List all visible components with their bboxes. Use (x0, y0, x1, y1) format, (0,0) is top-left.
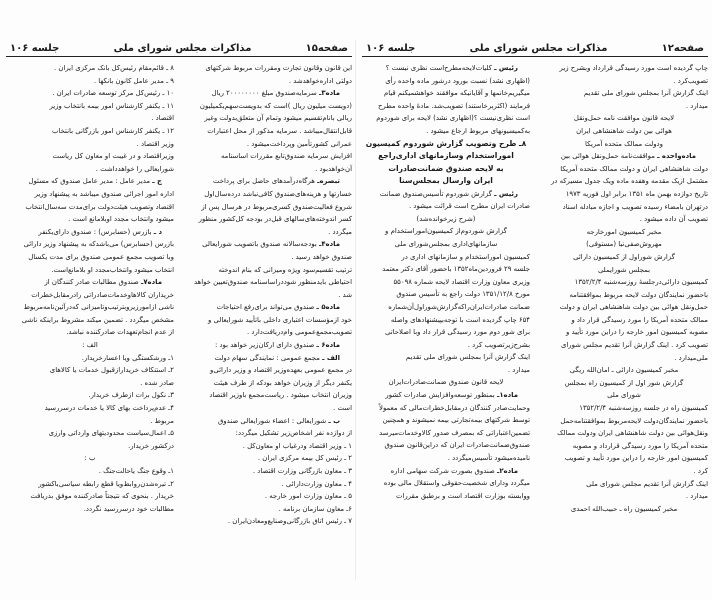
text-line: تصویب‌کرد . (673, 76, 708, 85)
text-line: ۸ ـ قائم‌مقام رئیس‌کل بانک مرکزی ایران . (54, 64, 174, 72)
text-line: ووابسته بوزارت اقتصاد است و برطبق مقررات (395, 491, 530, 500)
text-line: مشتمل ازیک مقدمه وهفده ماده ویک جدول مسیرکه در (550, 177, 708, 186)
page-gutter (355, 40, 356, 580)
text-line: دولت شاهنشاهی ایران و دولت ممالک متحده آمریکا (560, 164, 708, 173)
running-title: مذاکرات مجلس شورای ملی (113, 43, 252, 54)
running-title: مذاکرات مجلس شورای ملی (469, 43, 608, 54)
left-page-columns (6, 62, 352, 528)
text-line: ۱۱ ـ یکنفر کارشناس امور بیمه بانتخاب وزیر (49, 101, 174, 110)
text-line: ۳ـ نکول برات ازطرف خریدار. (88, 391, 174, 400)
text-line: ملی‌میدارد . (674, 353, 708, 362)
left-page-header (6, 40, 352, 54)
text-line: وزیر اقتصاد . (136, 139, 174, 148)
text-line: درتهران بامضاء رسیده تصویب و اجازه مبادله اسناد (562, 202, 708, 211)
text-line: کمیسیون امور‌استخدام و سازمانهای اداری در (401, 252, 530, 261)
text-line: ریالی بانام‌تقسیم میشود وتمام آن متعلق‌بدولت وغیر (204, 114, 352, 123)
text-line: شورای ملی (607, 391, 641, 400)
text-line: مخبر کمیسیون راه ـ حبیب‌الله احمدی (570, 504, 678, 513)
text-line: رئیس ـ کلیات‌لایحه‌مطرح‌است نظری نیست ؟ (385, 64, 518, 72)
text-line: وحمایت‌صادر کنندگان درمقابل‌خطرات‌مالی که معمولاً (379, 403, 530, 412)
text-line: ۹ ـ مدیر عامل کانون بانکها . (93, 76, 174, 85)
text-line: شد . (338, 290, 352, 299)
right-page-right-column (540, 62, 708, 515)
text-line: ۱۲ ـ یکنفر کارشناس امور بازرگانی بانتخاب (52, 126, 174, 135)
text-line: کمیسیون امور خارجه را دراین مورد تأیید و تصویب (564, 454, 708, 463)
text-line: میدارد . (685, 101, 708, 110)
text-line: ۶ـ معاون سازمان برنامه . (278, 504, 352, 513)
text-line: ۱۰ ـ رئیس‌کل مرکز توسعه صادرات ایران . (52, 89, 174, 98)
text-line: صادرات ایران مطرح است قرائت میشود . (409, 202, 530, 211)
right-page-left-column (362, 62, 530, 515)
text-line: افزایش سرمایه صندوق‌تابع مقررات اساسنامه (220, 152, 352, 161)
text-line: گزارش شوراول از کمیسیون دارائی (573, 252, 675, 261)
text-line: صندوق خواهد رسید . (291, 252, 352, 261)
text-line: (دویست میلیون ریال )است که بدویست‌سهم‌یکمیلیون (199, 101, 352, 110)
text-line: مطالبات خود درسررسید نگردد. (83, 504, 174, 513)
text-line: لایحه قانون صندوق ضمانت‌صادرات‌ایران (388, 378, 504, 387)
text-line: مورخ ۱۳۵۱/۱۲/۸ دولت راجع به تأسیس صندوق (396, 290, 530, 299)
text-line: درکشور خریدار. (128, 441, 174, 450)
right-page (362, 0, 708, 600)
text-line: حمل‌ونقل هوائی بین دولت شاهنشاهی ایران و دولت (559, 303, 708, 312)
left-page-right-column (184, 62, 352, 528)
text-line: این قانون وقانون تجارت ومقررات مربوط شرکتهای (205, 64, 352, 72)
text-line: مصوبه کمیسیون امور خارجه را دراین مورد تأیید و (565, 328, 708, 337)
text-line: تصویب کرد . اینک گزارش آنرا تقدیم مجلس شورای (560, 341, 708, 350)
text-line: انتخاب میشود وانتخاب‌مجدد او بلامانع‌است. (51, 265, 174, 274)
text-line: ۲ـ تیره‌شدن‌روابط‌ویا قطع رابطه سیاسی‌باکشور (38, 479, 174, 488)
text-line: به لایحه صندوق ضمانت‌صادرات (388, 163, 504, 173)
text-line: ماده۲ـ صندوق بصورت شرکت سهامی اداره (390, 466, 518, 475)
text-line: تصویب‌مجمع‌عمومی وام‌دریافت‌دارد . (247, 328, 352, 337)
text-line: یکنفر دیگر از وزیران خواهد بودکه از طرف هیئت (213, 378, 352, 387)
session-number: جلسه ۱۰۶ (10, 43, 60, 54)
text-line: مربوط . (150, 416, 174, 425)
text-line: گزارش شوردوم‌از کمیسیون‌امور‌استخدام و (385, 227, 507, 236)
text-line: ترتیب تقسیم‌سود ویژه ومیزانی که بنام اندوخته (218, 265, 352, 274)
text-line: ماده۷ـ صندوق مطالبات صادر کنندگان از (44, 278, 162, 287)
text-line: الف ـ مجمع عمومی : نمایندگی سهام دولت (214, 353, 340, 362)
text-line: کمیسیون راه در جلسه روزسه‌شنبه ۱۳۵۲/۲/۴ (579, 404, 708, 413)
text-line: ۲ ـ رئیس کل بیمه مرکزی ایران . (257, 454, 352, 463)
right-page-columns (362, 62, 708, 515)
text-line: مهروش‌صفی‌نیا (مستوفی) (586, 240, 662, 249)
text-line: میگردد ودارای شخصیت‌حقوقی واستقلال مالی بوده (383, 479, 530, 488)
text-line: ۴ ـ معاون وزارت‌دارائی . (281, 479, 352, 488)
text-line: مشخص میگردد . تضمین میکند مشروط براینکه ناشی (21, 315, 174, 324)
text-line: ۳ ـ معاون بازرگانی وزارت اقتصاد . (252, 467, 352, 475)
text-line: ناشی ازامورزیروبترتیب‌وتامیزانی که‌درآئین‌نامه‌مربوط (23, 303, 174, 312)
text-line: دولتی اداره‌خواهدشد . (288, 76, 352, 85)
text-line: لایحه قانون موافقت نامه حمل‌ونقل (573, 114, 675, 123)
text-line: ۸ـ طرح وتصویب گزارش شوردوم کمیسیون (365, 138, 527, 148)
text-line: ماده۵ ـ صندوق می‌تواند برای‌رفع احتیاجات (216, 303, 340, 312)
text-line: تضمین‌اعتباراتی که بمصرف صدور کالاوخدمات‌میرسد (379, 428, 530, 437)
text-line: ۷ ـ رئیس اتاق بازرگانی‌وصنایع‌ومعادن‌ایران . (227, 517, 352, 526)
text-line: نامیده‌میشود تأسیس‌میگردد . (447, 454, 530, 463)
text-line: ماده۱ـ بمنظور توسعه‌وافزایش صادرات کشور (385, 391, 518, 400)
text-line: میدارد . (685, 492, 708, 501)
page-number: صفحه۱۲ (661, 43, 704, 54)
text-line: مخبر کمیسیون دارائی ـ امان‌الله ریگی (569, 366, 679, 375)
text-line: اینک گزارش آنرا تقدیم مجلس شورای ملی (586, 479, 708, 488)
text-line: ونقل‌هوائی بین دولت شاهنشاهی ایران ودولت ممالک (557, 429, 708, 438)
text-line: است . (333, 404, 352, 413)
text-line: ماده۳ـ سرمایه‌صندوق مبلغ ۲۰۰۰۰۰۰۰۰ ریال (211, 89, 340, 98)
text-line: ۱ ـ وزیر اقتصاد ودرغیاب او معاون‌کل . (242, 441, 352, 450)
text-line: کسر اندوخته‌های‌سالهای قبل‌در بودجه کل‌کشور منظور (198, 215, 352, 224)
text-line: شورایعالی را خواهدداشت . (95, 164, 174, 173)
text-line: است نظری‌نیست ؟(اظهاری نشد) لایحه برای شوردوم (376, 114, 530, 123)
text-line: به‌کمیسیونهای مربوط ارجاع میشود . (426, 126, 530, 135)
text-line: میگیریم‌خانمها و آقایانیکه موافقند خواهشمیکنم قیام (383, 89, 530, 98)
text-line: بشرح‌زیرتصویب کرد . (467, 340, 530, 349)
text-line: ایران وارسال بمجلس‌سنا (399, 176, 493, 186)
text-line: قابل‌انتقال‌میباشد . سرمایه مذکور از محل اعتبارات (207, 126, 352, 135)
text-line: متحده آمریکا را مورد رسیدگی قرارداد و مصوبه (572, 441, 708, 450)
text-line: ماده۶ ـ صندوق دارای ارکان‌زیر خواهد بود : (214, 341, 340, 350)
text-line: اینک گزارش آنرا بمجلس شورای ملی تقدیم (583, 89, 708, 98)
text-line: ب : (84, 454, 96, 463)
text-line: ماده۴ـ بودجه‌سالانه صندوق باتصویب شورایعالی (202, 240, 340, 249)
left-page-left-column (6, 62, 174, 528)
header-rule (362, 56, 708, 58)
text-line: ۱ـ ورشکستگی ویا اعسارخریدار. (81, 353, 174, 362)
text-line: ۵ـ اعمال‌سیاست محدودیتهای وارداتی وارزی (48, 429, 174, 438)
text-line: ج ـ مدیر عامل : مدیر عامل صندوق که مسئول (28, 177, 162, 186)
text-line: گزارش شور اول از کمیسیون راه بمجلس (564, 378, 684, 387)
text-line: باحضور نمایندگان‌دولت لایحه‌مربوط بموافقتنامه‌حمل (560, 416, 708, 425)
text-line: اقتصاد وتصویب هیئت‌دولت برای‌مدت سه‌سال‌انتخاب (25, 202, 174, 211)
text-line: شروع فعالیت‌صندوق کسری‌مربوط در هرسال پس از (201, 202, 352, 211)
text-line: (اظهاری نشد) نسبت بورود درشور ماده واحده رأی (385, 76, 530, 85)
text-line: از دوازده نفر اشخاص‌زیر تشکیل میگردد: (235, 429, 352, 438)
text-line: وزیری معاون وزارت اقتصاد لایحه شماره ۵۵۰۹۸ (393, 277, 530, 286)
text-line: وزیراقتصاد و در غیبت او معاون کل ریاست (52, 152, 174, 161)
text-line: میگردد . (328, 227, 352, 236)
text-line: ودولت ممالک متحده آمریکا (585, 139, 663, 148)
text-line: (شرح زیرخوانده‌شد) (416, 214, 476, 223)
text-line: چاپ گردیده است مورد رسیدگی قرارداد وبشرح زیر (559, 64, 708, 72)
text-line: کرد . (693, 467, 708, 475)
text-line: تاریخ دوازده بهمن ماه ۱۳۵۱ برابر اول فوریه ۱۹۷۳ (565, 189, 708, 198)
page-number: صفحه۱۵ (305, 43, 348, 54)
text-line: جلسه ۲۹ فروردین‌ماه۱۳۵۲ باحضور آقای دکتر معتمد (382, 265, 530, 274)
text-line: عمرانی کشورتأمین وپرداخت‌میشود . (246, 139, 352, 148)
text-line: خسارتها و هزینه‌های‌صندوق کافی‌نباشد درده‌سال‌اول (204, 189, 352, 198)
text-line: ۶۵۴ چاپ گردیده است با توجه‌بپیشنهادهای واصله (390, 315, 530, 324)
text-line: برای شور دوم مورد رسیدگی قرار داد وبا اصلاحاتی (385, 328, 530, 337)
text-line: اینک گزارش آنرا بمجلس شورای ملی تقدیم (405, 353, 530, 362)
text-line: اداره امور اجرائی صندوق میباشد به پیشنهاد وزیر (34, 189, 174, 198)
text-line: سازمانهای‌اداری بمجلس‌شورای ملی (394, 239, 498, 248)
header-rule (6, 56, 352, 58)
text-line: بمجلس شورایملی (597, 265, 651, 274)
text-line: ۵ ـ معاون وزارت امور خارجه . (264, 492, 352, 501)
text-line: کمیسیون دارائی‌درجلسهٔ روزسه‌شنبه ۱۳۵۲/۲/۴ (574, 278, 708, 287)
text-line: خود ازمؤسسات اعتباری داخلی باتأیید شورایعالی و (207, 315, 352, 324)
right-page-header (362, 40, 708, 54)
text-line: مخبر کمیسیون امورخارجه (586, 227, 662, 236)
text-line: آن‌خواهدبود . (315, 164, 352, 173)
text-line: فرمایند (اکثربرخاستند) تصویب‌شد. مادهٔ واحده مطرح (377, 101, 530, 110)
text-line: در مجمع عمومی بعهده‌وزیر اقتصاد و وزیر دارائی‌و (210, 366, 352, 375)
text-line: خریداران کالاهاوخدمات‌صادراتی رادرمقابل‌خطرات (31, 290, 174, 299)
text-line: د ـ بازرس (حسابرس) : صندوق دارای‌یکنفر (38, 227, 162, 236)
text-line: تصویب آن داده میشود . (639, 215, 708, 224)
text-line: ممالک متحده آمریکا را مورد رسیدگی قرار داد و (571, 315, 708, 324)
text-line: صندوق‌ضمانت‌صادرات ایران که دراین‌قانون صندوق (384, 441, 530, 450)
text-line: وزیران انتخاب میشود . ریاست‌مجمع باوزیر اقتصاد (209, 391, 352, 400)
text-line: وبا تصویب مجمع عمومی صندوق برای مدت یکسال (28, 252, 174, 261)
text-line: امور‌استخدام وسازمانهای اداری‌راجع (378, 151, 514, 161)
text-line: میشود وانتخاب مجدد اوبلامانع است . (68, 215, 174, 224)
text-line: میدارد . (507, 365, 530, 374)
text-line: توسط شرکتهای بیمه‌تجارتی بیمه نمیشوند و همچنین (382, 416, 530, 425)
text-line: از عدم انجام‌تعهدات صادرکننده نباشد. (66, 328, 174, 337)
text-line: ماده‌واحده ـ موافقت‌نامه حمل‌ونقل هوائی بین (560, 152, 696, 161)
text-line: رئیس ـ گزارش شوردوم تأسیس‌صندوق ضمانت (379, 189, 518, 198)
text-line: هوائی بین دولت شاهنشاهی ایران (576, 126, 672, 135)
text-line: الف : (82, 341, 98, 350)
text-line: احتیاطی بایدمنظور شوددراساسنامه صندوق‌تعیین خواهد (193, 278, 352, 287)
text-line: صادر شده . (140, 378, 174, 387)
text-line: بازرس (حسابرس) می‌باشدکه به پیشنهاد وزیر دارائی (23, 240, 174, 249)
text-line: ۱ـ وقوع جنگ یاحالت‌جنگ . (98, 467, 174, 475)
text-line: ۴ـ عدم‌پرداخت بهای کالا یا خدمات درسررسید (44, 404, 174, 413)
session-number: جلسه ۱۰۶ (366, 43, 416, 54)
text-line: ضمانت صادرات‌ایران‌راکه‌گزارش‌شوراول‌آن‌شماره (388, 302, 530, 311)
text-line: تبصره‌ـ هرگاه‌درآمدهای حاصل برای پرداخت (212, 177, 340, 186)
text-line: ب ـ شورایعالی : اعضاء شورایعالی صندوق (217, 416, 340, 425)
text-line: اقتصاد . (151, 114, 174, 123)
text-line: باحضور نمایندگان دولت لایحه مربوط بموافقتنامه (569, 290, 708, 299)
text-line: خریدار . بنحوی که نتیجتاً صادرکننده موفق بدریافت (30, 492, 174, 501)
left-page (6, 0, 352, 600)
text-line: ۲ـ استنکاف خریدارازقبول خدمات یا کالاهای (49, 366, 174, 375)
